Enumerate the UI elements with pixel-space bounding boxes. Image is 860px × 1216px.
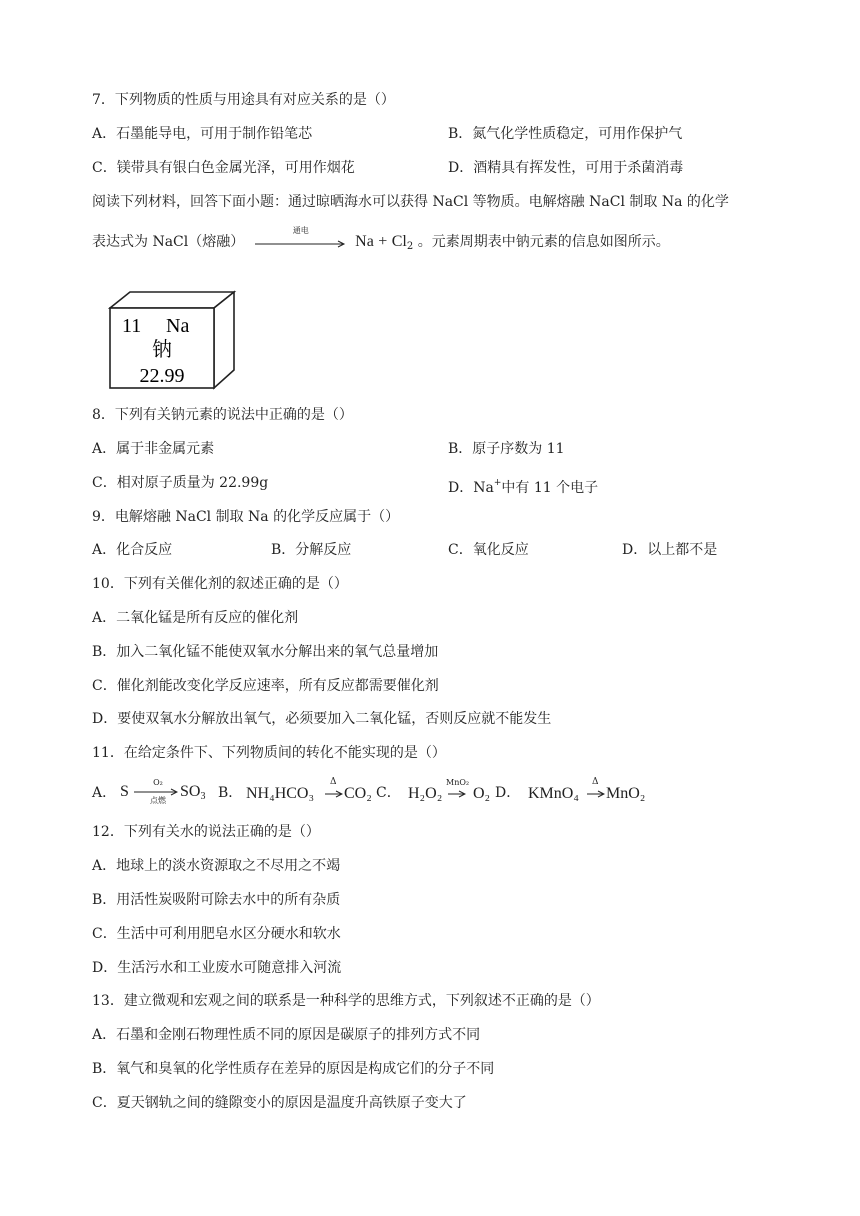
q9-stem: 9．电解熔融 NaCl 制取 Na 的化学反应属于（） [92, 509, 400, 525]
q7-option-c: C．镁带具有银白色金属光泽，可用作烟花 [92, 160, 355, 176]
material-line-1: 阅读下列材料，回答下面小题：通过晾晒海水可以获得 NaCl 等物质。电解熔融 NaCl 制取 Na 的化学 [92, 194, 729, 210]
q11-a-product-text: SO [180, 783, 201, 800]
product-cl-subscript: 2 [406, 241, 414, 252]
q8-stem: 8．下列有关钠元素的说法中正确的是（） [92, 407, 353, 423]
q11-a-product [180, 782, 205, 807]
q12-option-d: D．生活污水和工业废水可随意排入河流 [92, 960, 342, 976]
q7-stem: 7．下列物质的性质与用途具有对应关系的是（） [92, 92, 395, 108]
q10-stem: 10．下列有关催化剂的叙述正确的是（） [92, 576, 348, 592]
q11-c-reactant: H₂O₂ [408, 785, 443, 802]
q8-option-d-suffix: 中有 11 个电子 [501, 480, 599, 496]
q11-d-product: MnO₂ [606, 785, 646, 802]
plus-sign: + [378, 233, 388, 250]
q13-option-a: A．石墨和金刚石物理性质不同的原因是碳原子的排列方式不同 [92, 1027, 481, 1043]
atomic-mass: 22.99 [139, 365, 185, 387]
q7-option-b: B．氮气化学性质稳定，可用作保护气 [448, 126, 683, 142]
q11-a-cond-bottom: 点燃 [150, 796, 166, 805]
sodium-element-card [108, 290, 238, 390]
q7-option-a: A．石墨能导电，可用于制作铅笔芯 [92, 126, 313, 142]
arrow-icon [325, 790, 343, 800]
q11-b-product: CO₂ [344, 785, 372, 802]
q11-a-product-subscript: 3 [200, 791, 206, 802]
q11-a-cond-top: O₂ [153, 778, 163, 787]
q9-option-a: A．化合反应 [92, 542, 173, 558]
q10-option-a: A．二氧化锰是所有反应的催化剂 [92, 610, 299, 626]
q11-options-row [92, 776, 712, 810]
product-na: Na [355, 233, 374, 250]
q8-option-c: C．相对原子质量为 22.99g [92, 475, 269, 491]
q13-stem: 13．建立微观和宏观之间的联系是一种科学的思维方式，下列叙述不正确的是（） [92, 993, 600, 1009]
q9-option-c: C．氧化反应 [448, 542, 529, 558]
q9-option-b: B．分解反应 [271, 542, 352, 558]
material-reactant: 表达式为 NaCl（熔融） [92, 234, 245, 250]
q12-option-c: C．生活中可利用肥皂水区分硬水和软水 [92, 926, 341, 942]
q11-option-a-label: A． [92, 785, 117, 801]
q13-option-b: B．氧气和臭氧的化学性质存在差异的原因是构成它们的分子不同 [92, 1061, 495, 1077]
q7-option-d: D．酒精具有挥发性，可用于杀菌消毒 [448, 160, 684, 176]
q11-b-reactant: NH₄HCO₃ [246, 785, 315, 802]
q12-stem: 12．下列有关水的说法正确的是（） [92, 824, 320, 840]
q11-a-reactant: S [120, 783, 129, 800]
q11-d-reactant: KMnO₄ [528, 785, 579, 802]
q8-option-b: B．原子序数为 11 [448, 441, 565, 457]
material-suffix: 。元素周期表中钠元素的信息如图所示。 [417, 234, 670, 250]
q12-option-a: A．地球上的淡水资源取之不尽用之不竭 [92, 858, 341, 874]
q8-option-d-prefix: D．Na [448, 480, 494, 496]
q12-option-b: B．用活性炭吸附可除去水中的所有杂质 [92, 892, 341, 908]
electrolysis-arrow [255, 226, 347, 252]
product-cl: Cl [391, 233, 407, 250]
q10-option-d: D．要使双氧水分解放出氧气，必须要加入二氧化锰，否则反应就不能发生 [92, 711, 552, 727]
q11-option-c-label: C． [376, 785, 401, 801]
superscript-plus: + [493, 478, 502, 488]
q10-option-c: C．催化剂能改变化学反应速率，所有反应都需要催化剂 [92, 678, 439, 694]
arrow-icon [448, 790, 466, 800]
q11-c-cond: MnO₂ [446, 778, 470, 787]
atomic-number: 11 [122, 315, 142, 337]
arrow-condition: 通电 [292, 226, 309, 235]
q11-c-product: O₂ [473, 785, 491, 802]
element-name: 钠 [152, 339, 172, 361]
element-symbol: Na [166, 315, 190, 337]
q8-option-d [448, 473, 598, 498]
material-line-2 [92, 226, 670, 257]
q11-d-cond: Δ [592, 777, 599, 787]
q10-option-b: B．加入二氧化锰不能使双氧水分解出来的氧气总量增加 [92, 644, 439, 660]
q11-option-b-label: B． [218, 785, 243, 801]
q13-option-c: C．夏天钢轨之间的缝隙变小的原因是温度升高铁原子变大了 [92, 1095, 467, 1111]
q11-b-cond: Δ [330, 777, 337, 787]
arrow-icon [587, 790, 605, 800]
arrow-icon [255, 232, 347, 252]
q9-option-d: D．以上都不是 [622, 542, 718, 558]
q11-option-d-label: D． [495, 785, 521, 801]
q11-stem: 11．在给定条件下、下列物质间的转化不能实现的是（） [92, 745, 446, 761]
q8-option-a: A．属于非金属元素 [92, 441, 215, 457]
